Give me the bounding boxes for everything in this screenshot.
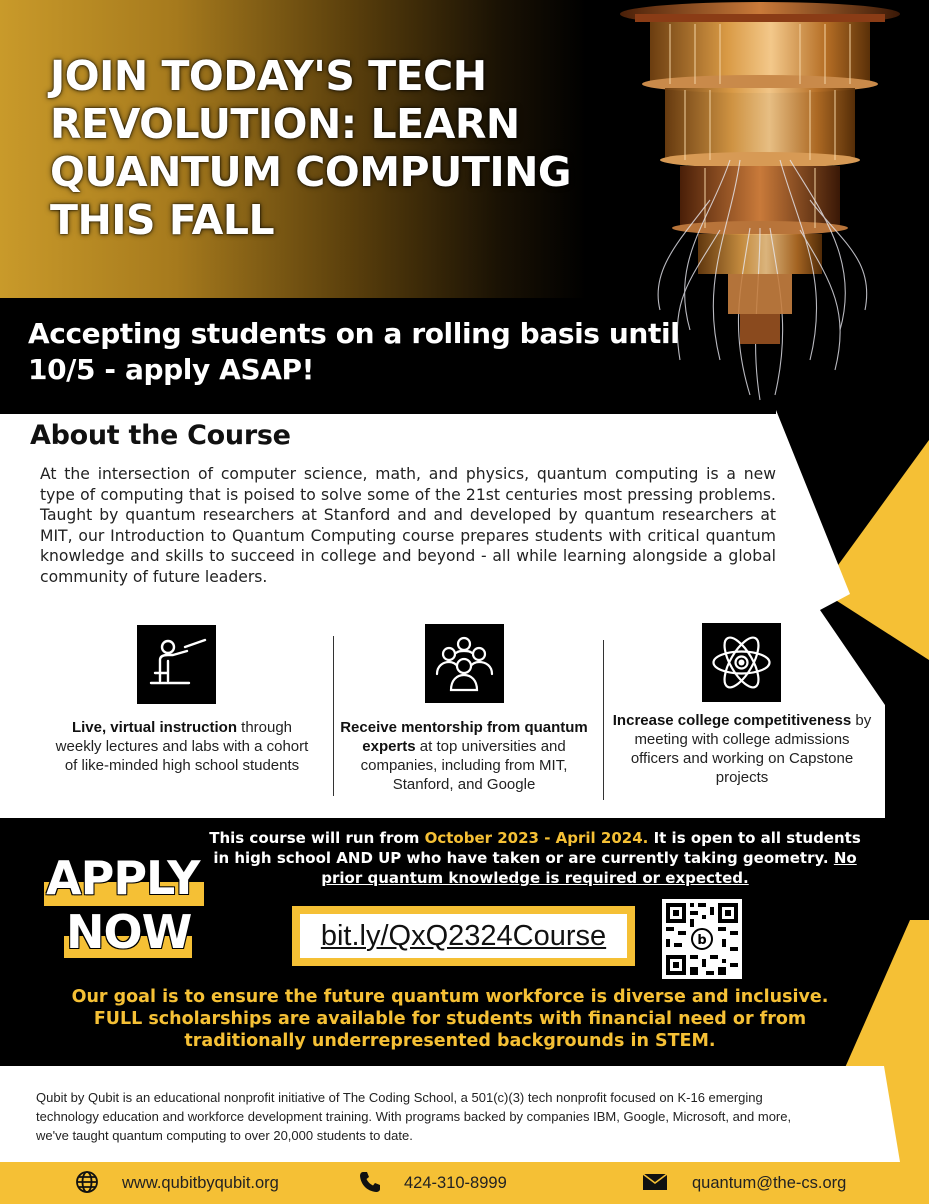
now-word: NOW: [66, 905, 192, 959]
course-link[interactable]: bit.ly/QxQ2324Course: [320, 919, 607, 952]
rolling-admission-banner: [28, 316, 698, 388]
atom-icon: [702, 623, 781, 702]
email-item: [692, 1162, 846, 1204]
schedule-text: [200, 828, 870, 888]
feature-college-competitiveness: [612, 711, 872, 787]
schedule-eligibility: It is open to all students in high school AND UP who have taken or are currently taking geometry.: [213, 829, 861, 867]
goal-line: traditionally underrepresented backgrounds in STEM.: [184, 1031, 716, 1051]
phone-item: [404, 1162, 507, 1204]
hero-title-line: THIS FALL: [50, 196, 275, 244]
schedule-intro: This course will run from: [209, 829, 425, 847]
course-link-inner: [300, 914, 627, 958]
hero-title-line: REVOLUTION: LEARN: [50, 100, 520, 148]
course-link-box: [292, 906, 635, 966]
banner-line: 10/5 - apply ASAP!: [28, 353, 314, 386]
feature-live-instruction: [52, 718, 312, 775]
feature-description: by meeting with college admissions officers and working on Capstone projects: [630, 712, 872, 786]
goal-line: FULL scholarships are available for students with financial need or from: [93, 1009, 807, 1029]
website-item: [122, 1162, 279, 1204]
envelope-icon: [642, 1172, 668, 1192]
hero-title-line: JOIN TODAY'S TECH: [50, 52, 487, 100]
goal-line: Our goal is to ensure the future quantum workforce is diverse and inclusive.: [71, 987, 829, 1007]
svg-text:b: b: [697, 933, 707, 948]
phone-icon: [358, 1170, 382, 1194]
feature-bold-text: Receive mentorship from quantum experts: [340, 719, 588, 755]
group-icon: [425, 624, 504, 703]
email-link[interactable]: quantum@the-cs.org: [692, 1173, 847, 1192]
website-link[interactable]: www.qubitbyqubit.org: [122, 1173, 279, 1192]
feature-mentorship: [334, 718, 594, 794]
about-heading: About the Course: [30, 420, 291, 451]
feature-bold-text: Live, virtual instruction: [71, 719, 237, 736]
feature-description: through weekly lectures and labs with a cohort of like-minded high school students: [55, 719, 309, 774]
feature-description: at top universities and companies, including from MIT, Stanford, and Google: [360, 738, 568, 793]
schedule-no-prior-knowledge: No prior quantum knowledge is required or expected.: [321, 849, 857, 887]
schedule-dates: October 2023 - April 2024.: [424, 829, 649, 847]
feature-divider: [603, 640, 604, 800]
about-body: At the intersection of computer science, math, and physics, quantum computing is a new type of computing that is poised to solve some of the 21st centuries most pressing problems. Taught by quantum researchers at Stanford and and developed by quantum researchers at MIT, our Introduction to Quantum Computing course prepares students with critical quantum knowledge and skills to succeed in college and beyond - all while learning alongside a global community of future leaders.: [40, 465, 776, 586]
contact-bar: [0, 1162, 929, 1204]
goal-statement: [40, 986, 860, 1052]
phone-number[interactable]: 424-310-8999: [404, 1173, 507, 1192]
banner-line: Accepting students on a rolling basis until: [28, 317, 680, 350]
globe-icon: [75, 1170, 99, 1194]
apply-word: APPLY: [46, 851, 200, 905]
teacher-icon: [137, 625, 216, 704]
organization-description: Qubit by Qubit is an educational nonprofit initiative of The Coding School, a 501(c)(3) tech nonprofit focused on K-16 emerging technology education and workforce development training. With programs backed by companies IBM, Google, Microsoft, and more, we've taught quantum computing to over 20,000 students to date.: [36, 1090, 792, 1143]
qr-code[interactable]: [662, 899, 742, 979]
hero-title-line: QUANTUM COMPUTING: [50, 148, 572, 196]
hero-title: [50, 52, 590, 244]
feature-bold-text: Increase college competitiveness: [612, 712, 852, 729]
